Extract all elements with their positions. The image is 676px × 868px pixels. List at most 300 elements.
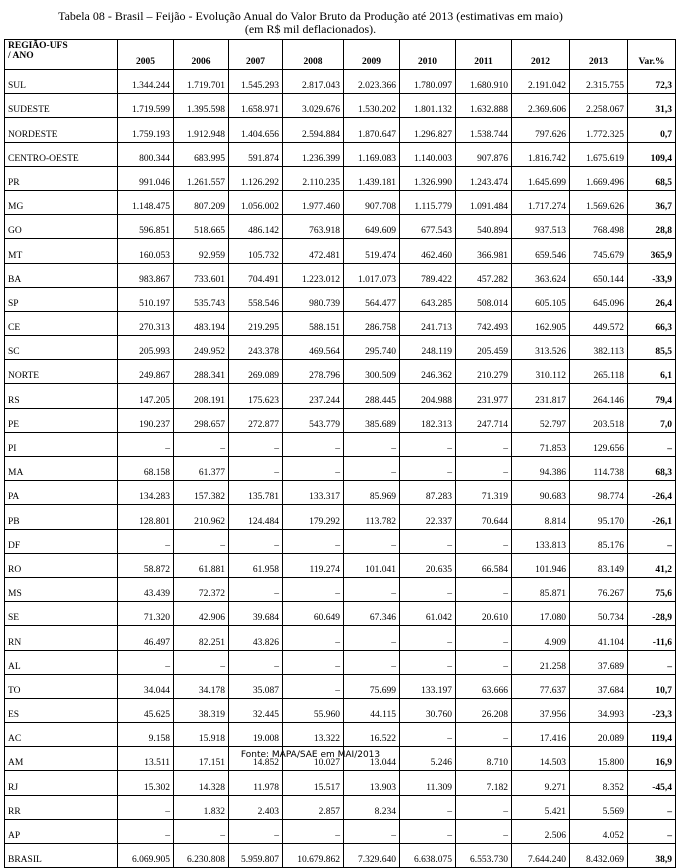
value-cell: 52.797	[512, 408, 570, 432]
value-cell: 241.713	[400, 311, 456, 335]
value-cell: 382.113	[570, 336, 628, 360]
table-row	[5, 94, 676, 118]
value-cell: 1.759.193	[118, 118, 174, 142]
value-cell: 535.743	[174, 287, 229, 311]
value-cell: 6.553.730	[456, 844, 512, 868]
value-cell: 22.337	[400, 505, 456, 529]
value-cell: 264.146	[570, 384, 628, 408]
variation-cell: -23,3	[628, 698, 676, 722]
table-row	[5, 215, 676, 239]
value-cell: 1.148.475	[118, 190, 174, 214]
value-cell: 210.279	[456, 360, 512, 384]
table-row	[5, 819, 676, 843]
variation-cell: 6,1	[628, 360, 676, 384]
value-cell: 219.295	[229, 311, 283, 335]
value-cell: 1.439.181	[344, 166, 400, 190]
value-cell: 10.027	[283, 747, 344, 771]
row-label: NORDESTE	[5, 118, 118, 142]
table-row	[5, 432, 676, 456]
value-cell: 366.981	[456, 239, 512, 263]
value-cell: 983.867	[118, 263, 174, 287]
table-body	[5, 70, 676, 868]
value-cell: 61.042	[400, 602, 456, 626]
value-cell: 75.699	[344, 674, 400, 698]
value-cell: 1.658.971	[229, 94, 283, 118]
title-line-2: (em R$ mil deflacionados).	[244, 22, 377, 36]
row-label: BA	[5, 263, 118, 287]
value-cell: –	[400, 795, 456, 819]
value-cell: 745.679	[570, 239, 628, 263]
value-cell: 310.112	[512, 360, 570, 384]
value-cell: 540.894	[456, 215, 512, 239]
value-cell: 768.498	[570, 215, 628, 239]
variation-cell: -28,9	[628, 602, 676, 626]
value-cell: 70.644	[456, 505, 512, 529]
value-cell: –	[118, 819, 174, 843]
row-label: PA	[5, 481, 118, 505]
header-year: 2008	[283, 40, 344, 70]
value-cell: 286.758	[344, 311, 400, 335]
value-cell: –	[229, 457, 283, 481]
value-cell: 243.378	[229, 336, 283, 360]
value-cell: 128.801	[118, 505, 174, 529]
value-cell: 119.274	[283, 553, 344, 577]
value-cell: –	[344, 529, 400, 553]
value-cell: –	[400, 577, 456, 601]
value-cell: 2.857	[283, 795, 344, 819]
value-cell: 8.352	[570, 771, 628, 795]
value-cell: –	[344, 432, 400, 456]
value-cell: 38.319	[174, 698, 229, 722]
header-region-line2: / ANO	[8, 51, 34, 61]
header-var: Var.%	[628, 40, 676, 70]
value-cell: 94.386	[512, 457, 570, 481]
row-label: MG	[5, 190, 118, 214]
table-row	[5, 602, 676, 626]
value-cell: –	[118, 795, 174, 819]
variation-cell: 16,9	[628, 747, 676, 771]
value-cell: 1.243.474	[456, 166, 512, 190]
value-cell: 60.649	[283, 602, 344, 626]
value-cell: 683.995	[174, 142, 229, 166]
value-cell: 8.234	[344, 795, 400, 819]
table-row	[5, 553, 676, 577]
value-cell: 129.656	[570, 432, 628, 456]
value-cell: 71.320	[118, 602, 174, 626]
value-cell: 98.774	[570, 481, 628, 505]
value-cell: 5.246	[400, 747, 456, 771]
variation-cell: 41,2	[628, 553, 676, 577]
value-cell: 246.362	[400, 360, 456, 384]
value-cell: 564.477	[344, 287, 400, 311]
table-row	[5, 190, 676, 214]
row-label: SUL	[5, 70, 118, 94]
value-cell: 1.780.097	[400, 70, 456, 94]
value-cell: 34.993	[570, 698, 628, 722]
variation-cell: 109,4	[628, 142, 676, 166]
table-row	[5, 311, 676, 335]
value-cell: 147.205	[118, 384, 174, 408]
table-row	[5, 384, 676, 408]
value-cell: 45.625	[118, 698, 174, 722]
value-cell: 272.877	[229, 408, 283, 432]
value-cell: 16.522	[344, 723, 400, 747]
value-cell: 807.209	[174, 190, 229, 214]
value-cell: 288.445	[344, 384, 400, 408]
value-cell: 1.169.083	[344, 142, 400, 166]
value-cell: –	[456, 819, 512, 843]
value-cell: 1.538.744	[456, 118, 512, 142]
source-note: Fonte: MAPA/SAE em MAI/2013	[240, 750, 381, 760]
value-cell: 1.832	[174, 795, 229, 819]
value-cell: 1.344.244	[118, 70, 174, 94]
variation-cell: 36,7	[628, 190, 676, 214]
row-label: AM	[5, 747, 118, 771]
value-cell: –	[344, 457, 400, 481]
variation-cell: –	[628, 432, 676, 456]
value-cell: 77.637	[512, 674, 570, 698]
value-cell: 1.801.132	[400, 94, 456, 118]
variation-cell: –	[628, 529, 676, 553]
value-cell: 190.237	[118, 408, 174, 432]
header-year: 2006	[174, 40, 229, 70]
value-cell: 20.635	[400, 553, 456, 577]
header-year: 2007	[229, 40, 283, 70]
value-cell: 486.142	[229, 215, 283, 239]
row-label: MT	[5, 239, 118, 263]
value-cell: –	[283, 626, 344, 650]
value-cell: 797.626	[512, 118, 570, 142]
value-cell: 14.503	[512, 747, 570, 771]
value-cell: 249.952	[174, 336, 229, 360]
value-cell: 991.046	[118, 166, 174, 190]
value-cell: 510.197	[118, 287, 174, 311]
value-cell: 650.144	[570, 263, 628, 287]
title-line-1: Tabela 08 - Brasil – Feijão - Evolução Anual do Valor Bruto da Produção até 2013 (estimativas em maio)	[58, 9, 563, 23]
value-cell: –	[229, 577, 283, 601]
table-row	[5, 771, 676, 795]
value-cell: 2.023.366	[344, 70, 400, 94]
row-label: TO	[5, 674, 118, 698]
value-cell: –	[400, 650, 456, 674]
value-cell: 3.029.676	[283, 94, 344, 118]
value-cell: 72.372	[174, 577, 229, 601]
value-cell: 37.956	[512, 698, 570, 722]
value-cell: –	[344, 650, 400, 674]
value-cell: 5.569	[570, 795, 628, 819]
value-cell: 508.014	[456, 287, 512, 311]
value-cell: 449.572	[570, 311, 628, 335]
value-cell: 462.460	[400, 239, 456, 263]
value-cell: 26.208	[456, 698, 512, 722]
value-cell: 63.666	[456, 674, 512, 698]
table-row	[5, 844, 676, 868]
value-cell: 13.511	[118, 747, 174, 771]
value-cell: 20.089	[570, 723, 628, 747]
value-cell: 2.506	[512, 819, 570, 843]
value-cell: 659.546	[512, 239, 570, 263]
value-cell: 4.052	[570, 819, 628, 843]
value-cell: –	[456, 723, 512, 747]
value-cell: 205.993	[118, 336, 174, 360]
value-cell: 42.906	[174, 602, 229, 626]
value-cell: 1.719.599	[118, 94, 174, 118]
table-row	[5, 674, 676, 698]
value-cell: 34.178	[174, 674, 229, 698]
table-row	[5, 287, 676, 311]
value-cell: –	[400, 819, 456, 843]
value-cell: 15.302	[118, 771, 174, 795]
value-cell: 1.261.557	[174, 166, 229, 190]
value-cell: 9.271	[512, 771, 570, 795]
value-cell: 1.675.619	[570, 142, 628, 166]
value-cell: 82.251	[174, 626, 229, 650]
variation-cell: –	[628, 819, 676, 843]
value-cell: 907.708	[344, 190, 400, 214]
header-year: 2013	[570, 40, 628, 70]
value-cell: 14.852	[229, 747, 283, 771]
value-cell: 44.115	[344, 698, 400, 722]
value-cell: 11.309	[400, 771, 456, 795]
value-cell: 1.719.701	[174, 70, 229, 94]
value-cell: 937.513	[512, 215, 570, 239]
variation-cell: 7,0	[628, 408, 676, 432]
value-cell: 385.689	[344, 408, 400, 432]
value-cell: –	[456, 795, 512, 819]
table-row	[5, 166, 676, 190]
value-cell: 66.584	[456, 553, 512, 577]
value-cell: 76.267	[570, 577, 628, 601]
value-cell: 2.258.067	[570, 94, 628, 118]
value-cell: 5.421	[512, 795, 570, 819]
value-cell: 13.322	[283, 723, 344, 747]
value-cell: –	[118, 529, 174, 553]
value-cell: 763.918	[283, 215, 344, 239]
value-cell: –	[283, 674, 344, 698]
value-cell: 1.632.888	[456, 94, 512, 118]
value-cell: 67.346	[344, 602, 400, 626]
value-cell: –	[229, 819, 283, 843]
value-cell: 1.126.292	[229, 166, 283, 190]
value-cell: 789.422	[400, 263, 456, 287]
value-cell: –	[400, 457, 456, 481]
value-cell: 4.909	[512, 626, 570, 650]
value-cell: 1.669.496	[570, 166, 628, 190]
value-cell: 605.105	[512, 287, 570, 311]
value-cell: 95.170	[570, 505, 628, 529]
value-cell: 248.119	[400, 336, 456, 360]
value-cell: –	[456, 529, 512, 553]
value-cell: 17.416	[512, 723, 570, 747]
variation-cell: 68,3	[628, 457, 676, 481]
row-label: CENTRO-OESTE	[5, 142, 118, 166]
value-cell: 288.341	[174, 360, 229, 384]
value-cell: –	[229, 650, 283, 674]
value-cell: 105.732	[229, 239, 283, 263]
value-cell: 162.905	[512, 311, 570, 335]
value-cell: 1.296.827	[400, 118, 456, 142]
value-cell: 50.734	[570, 602, 628, 626]
value-cell: –	[456, 457, 512, 481]
variation-cell: 85,5	[628, 336, 676, 360]
variation-cell: -45,4	[628, 771, 676, 795]
value-cell: 645.096	[570, 287, 628, 311]
value-cell: 7.644.240	[512, 844, 570, 868]
value-cell: 135.781	[229, 481, 283, 505]
value-cell: 800.344	[118, 142, 174, 166]
value-cell: 249.867	[118, 360, 174, 384]
header-region	[5, 40, 118, 70]
value-cell: 13.903	[344, 771, 400, 795]
variation-cell: 10,7	[628, 674, 676, 698]
value-cell: 1.717.274	[512, 190, 570, 214]
value-cell: 278.796	[283, 360, 344, 384]
value-cell: 34.044	[118, 674, 174, 698]
table-row	[5, 698, 676, 722]
variation-cell: -26,1	[628, 505, 676, 529]
value-cell: 298.657	[174, 408, 229, 432]
value-cell: 231.977	[456, 384, 512, 408]
value-cell: 295.740	[344, 336, 400, 360]
value-cell: –	[174, 529, 229, 553]
value-cell: 1.645.699	[512, 166, 570, 190]
value-cell: 1.912.948	[174, 118, 229, 142]
value-cell: 588.151	[283, 311, 344, 335]
value-cell: 101.041	[344, 553, 400, 577]
table-row	[5, 336, 676, 360]
value-cell: 124.484	[229, 505, 283, 529]
value-cell: 1.816.742	[512, 142, 570, 166]
value-cell: –	[283, 650, 344, 674]
value-cell: 41.104	[570, 626, 628, 650]
value-cell: –	[456, 650, 512, 674]
value-cell: 733.601	[174, 263, 229, 287]
row-label: RO	[5, 553, 118, 577]
value-cell: 1.115.779	[400, 190, 456, 214]
value-cell: 21.258	[512, 650, 570, 674]
row-label: MA	[5, 457, 118, 481]
value-cell: 643.285	[400, 287, 456, 311]
value-cell: 10.679.862	[283, 844, 344, 868]
value-cell: 37.689	[570, 650, 628, 674]
value-cell: 114.738	[570, 457, 628, 481]
variation-cell: 119,4	[628, 723, 676, 747]
value-cell: 518.665	[174, 215, 229, 239]
value-cell: 204.988	[400, 384, 456, 408]
variation-cell: 79,4	[628, 384, 676, 408]
value-cell: 205.459	[456, 336, 512, 360]
value-cell: 39.684	[229, 602, 283, 626]
value-cell: 85.176	[570, 529, 628, 553]
value-cell: 742.493	[456, 311, 512, 335]
value-cell: 13.044	[344, 747, 400, 771]
value-cell: 1.977.460	[283, 190, 344, 214]
value-cell: 71.853	[512, 432, 570, 456]
value-cell: 15.800	[570, 747, 628, 771]
value-cell: –	[344, 577, 400, 601]
value-cell: 591.874	[229, 142, 283, 166]
value-cell: 237.244	[283, 384, 344, 408]
value-cell: 270.313	[118, 311, 174, 335]
value-cell: 2.594.884	[283, 118, 344, 142]
value-cell: –	[174, 432, 229, 456]
value-cell: 35.087	[229, 674, 283, 698]
table-title	[0, 10, 621, 36]
table-row	[5, 529, 676, 553]
value-cell: 558.546	[229, 287, 283, 311]
row-label: RS	[5, 384, 118, 408]
table-row	[5, 239, 676, 263]
value-cell: –	[229, 529, 283, 553]
value-cell: –	[400, 626, 456, 650]
table-row	[5, 142, 676, 166]
value-cell: 1.326.990	[400, 166, 456, 190]
value-cell: 1.091.484	[456, 190, 512, 214]
value-cell: 30.760	[400, 698, 456, 722]
variation-cell: 0,7	[628, 118, 676, 142]
value-cell: –	[456, 626, 512, 650]
variation-cell: –	[628, 795, 676, 819]
variation-cell: 68,5	[628, 166, 676, 190]
value-cell: –	[400, 432, 456, 456]
value-cell: 1.140.003	[400, 142, 456, 166]
value-cell: 6.069.905	[118, 844, 174, 868]
row-label: BRASIL	[5, 844, 118, 868]
header-year: 2012	[512, 40, 570, 70]
value-cell: 58.872	[118, 553, 174, 577]
value-cell: 90.683	[512, 481, 570, 505]
value-cell: –	[400, 723, 456, 747]
value-cell: 85.969	[344, 481, 400, 505]
value-cell: 208.191	[174, 384, 229, 408]
value-cell: 543.779	[283, 408, 344, 432]
value-cell: 2.817.043	[283, 70, 344, 94]
value-cell: 980.739	[283, 287, 344, 311]
value-cell: 8.432.069	[570, 844, 628, 868]
value-cell: 11.978	[229, 771, 283, 795]
value-cell: 134.283	[118, 481, 174, 505]
variation-cell: 38,9	[628, 844, 676, 868]
value-cell: 83.149	[570, 553, 628, 577]
variation-cell: 28,8	[628, 215, 676, 239]
header-region-line1: REGIÃO-UFS	[8, 41, 68, 51]
variation-cell: 365,9	[628, 239, 676, 263]
value-cell: 5.959.807	[229, 844, 283, 868]
value-cell: 6.638.075	[400, 844, 456, 868]
value-cell: 32.445	[229, 698, 283, 722]
value-cell: 2.191.042	[512, 70, 570, 94]
table-row	[5, 70, 676, 94]
row-label: PI	[5, 432, 118, 456]
variation-cell: -11,6	[628, 626, 676, 650]
value-cell: 55.960	[283, 698, 344, 722]
value-cell: –	[174, 819, 229, 843]
value-cell: –	[344, 626, 400, 650]
value-cell: 1.772.325	[570, 118, 628, 142]
value-cell: –	[229, 432, 283, 456]
row-label: ES	[5, 698, 118, 722]
value-cell: 87.283	[400, 481, 456, 505]
value-cell: 175.623	[229, 384, 283, 408]
value-cell: 8.814	[512, 505, 570, 529]
row-label: SE	[5, 602, 118, 626]
table-row	[5, 650, 676, 674]
table-row	[5, 723, 676, 747]
row-label: AP	[5, 819, 118, 843]
value-cell: 1.870.647	[344, 118, 400, 142]
header-year: 2009	[344, 40, 400, 70]
value-cell: 300.509	[344, 360, 400, 384]
